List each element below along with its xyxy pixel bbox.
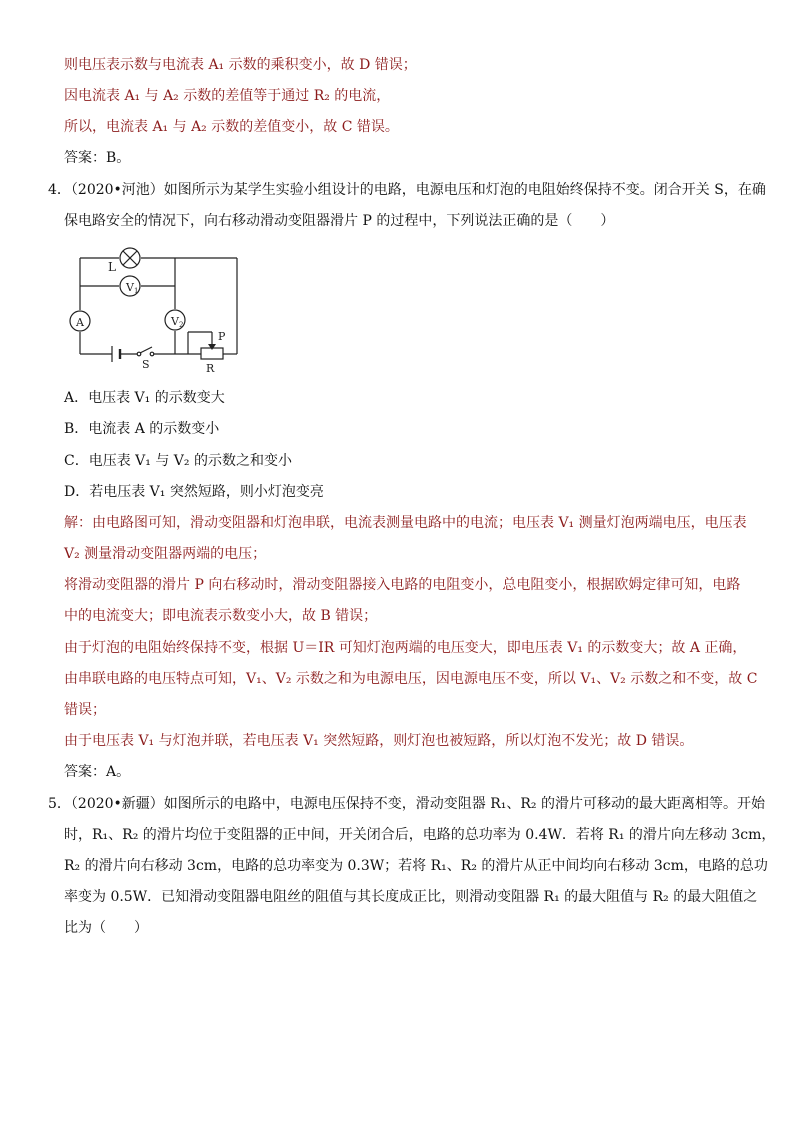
q4-solution-line-4: 中的电流变大；即电流表示数变小大，故 B 错误；	[64, 608, 378, 624]
switch-icon	[137, 347, 154, 356]
q5-line-2: 时，R₁、R₂ 的滑片均位于变阻器的正中间，开关闭合后，电路的总功率为 0.4W．若将 R₁ 的滑片向左移动 3cm，	[64, 827, 776, 843]
lamp-label: L	[108, 260, 116, 274]
battery-icon	[112, 346, 120, 362]
prev-solution-line-3: 所以，电流表 A₁ 与 A₂ 示数的差值变小，故 C 错误。	[64, 119, 399, 135]
switch-label: S	[142, 358, 150, 371]
q4-solution-line-7: 错误；	[64, 702, 106, 718]
q4-option-a: A．电压表 V₁ 的示数变大	[64, 390, 225, 406]
q4-solution-line-5: 由于灯泡的电阻始终保持不变，根据 U＝IR 可知灯泡两端的电压变大，即电压表 V₁ 的示数变大；故 A 正确，	[64, 640, 747, 656]
q4-circuit-diagram	[60, 244, 260, 380]
rheostat-icon	[201, 344, 223, 359]
circuit-svg	[60, 244, 260, 380]
q4-solution-line-1: 解：由电路图可知，滑动变阻器和灯泡串联，电流表测量电路中的电流；电压表 V₁ 测量灯泡两端电压，电压表	[64, 515, 747, 531]
q4-solution-line-2: V₂ 测量滑动变阻器两端的电压；	[64, 546, 267, 562]
v2-label-sub: 2	[179, 321, 184, 329]
q5-line-5: 比为（ ）	[64, 920, 148, 936]
prev-answer: 答案：B。	[64, 150, 131, 166]
v1-label-sub: 1	[134, 287, 139, 295]
rheostat-label: R	[206, 362, 215, 375]
v1-label: V	[126, 281, 134, 294]
ammeter-label: A	[76, 316, 84, 329]
q4-solution-line-3: 将滑动变阻器的滑片 P 向右移动时，滑动变阻器接入电路的电阻变小，总电阻变小，根据欧姆定律可知，电路	[64, 577, 741, 593]
q4-stem-line-1: 4．（2020•河池）如图所示为某学生实验小组设计的电路，电源电压和灯泡的电阻始终保持不变。闭合开关 S，在确	[48, 182, 766, 198]
v2-label: V	[171, 315, 179, 328]
q4-answer: 答案：A。	[64, 764, 131, 780]
q4-option-b: B．电流表 A 的示数变小	[64, 421, 220, 437]
q4-solution-line-8: 由于电压表 V₁ 与灯泡并联，若电压表 V₁ 突然短路，则灯泡也被短路，所以灯泡不发光；故 D 错误。	[64, 733, 694, 749]
q4-option-d: D．若电压表 V₁ 突然短路，则小灯泡变亮	[64, 484, 324, 500]
prev-solution-line-2: 因电流表 A₁ 与 A₂ 示数的差值等于通过 R₂ 的电流，	[64, 88, 391, 104]
q5-line-1: 5．（2020•新疆）如图所示的电路中，电源电压保持不变，滑动变阻器 R₁、R₂ 的滑片可移动的最大距离相等。开始	[48, 796, 765, 812]
q5-line-4: 率变为 0.5W．已知滑动变阻器电阻丝的阻值与其长度成正比，则滑动变阻器 R₁ 的最大阻值与 R₂ 的最大阻值之	[64, 889, 758, 905]
q4-solution-line-6: 由串联电路的电压特点可知，V₁、V₂ 示数之和为电源电压，因电源电压不变，所以 V₁、V₂ 示数之和不变，故 C	[64, 671, 758, 687]
slider-label: P	[218, 330, 226, 343]
prev-solution-line-1: 则电压表示数与电流表 A₁ 示数的乘积变小，故 D 错误；	[64, 57, 417, 73]
q4-stem-line-2: 保电路安全的情况下，向右移动滑动变阻器滑片 P 的过程中，下列说法正确的是（ ）	[64, 213, 615, 229]
q5-line-3: R₂ 的滑片向右移动 3cm，电路的总功率变为 0.3W；若将 R₁、R₂ 的滑片从正中间均向右移动 3cm，电路的总功	[64, 858, 768, 874]
q4-option-c: C．电压表 V₁ 与 V₂ 的示数之和变小	[64, 453, 292, 469]
lamp-icon	[120, 248, 140, 268]
